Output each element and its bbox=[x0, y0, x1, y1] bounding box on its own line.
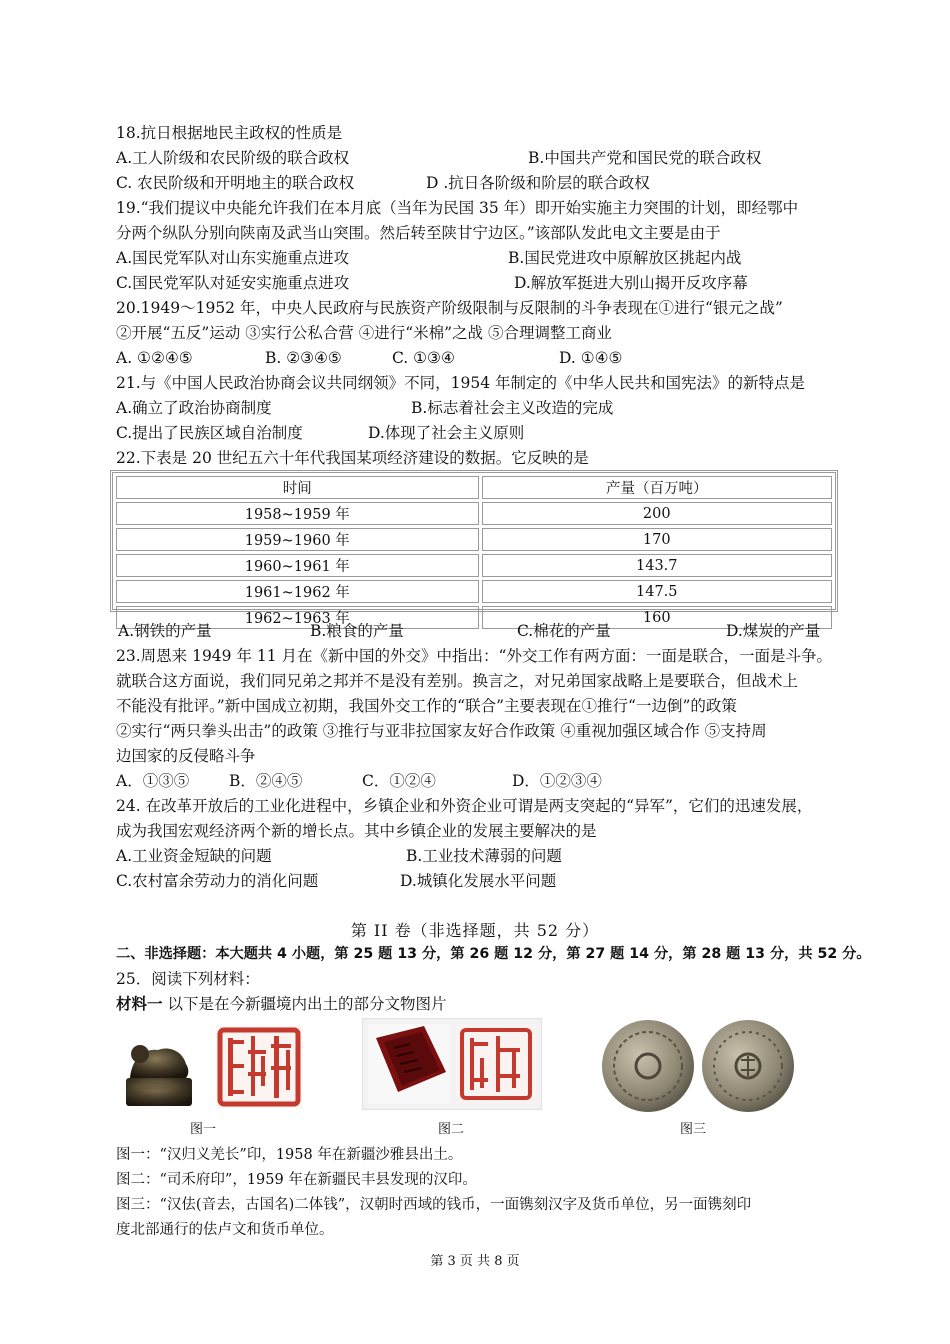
q20-option-d: D. ①④⑤ bbox=[559, 349, 623, 367]
q20-option-b: B. ②③④⑤ bbox=[265, 349, 342, 367]
q23-option-b: B．②④⑤ bbox=[229, 772, 303, 790]
q20-stem-line2: ②开展“五反”运动 ③实行公私合营 ④进行“米棉”之战 ⑤合理调整工商业 bbox=[116, 324, 612, 342]
figure-3-caption: 图三 bbox=[680, 1122, 707, 1137]
q22-option-c: C.棉花的产量 bbox=[517, 622, 611, 640]
figure-3-coins-image bbox=[598, 1016, 798, 1116]
q18-option-b: B.中国共产党和国民党的联合政权 bbox=[528, 149, 762, 167]
table-header-row bbox=[116, 476, 832, 499]
table-row bbox=[116, 502, 832, 525]
q24-line2: 成为我国宏观经济两个新的增长点。其中乡镇企业的发展主要解决的是 bbox=[116, 822, 597, 840]
section-title: 第 II 卷（非选择题，共 52 分） bbox=[350, 921, 600, 940]
figure-2-seal-image bbox=[362, 1018, 542, 1110]
q19-option-d: D.解放军挺进大别山揭开反攻序幕 bbox=[514, 274, 748, 292]
q21-option-b: B.标志着社会主义改造的完成 bbox=[411, 399, 614, 417]
q19-option-a: A.国民党军队对山东实施重点进攻 bbox=[116, 249, 350, 267]
figure-1-description: 图一：“汉归义羌长”印，1958 年在新疆沙雅县出土。 bbox=[116, 1147, 463, 1163]
table-row bbox=[116, 554, 832, 577]
q20-stem-line1: 20.1949～1952 年，中央人民政府与民族资产阶级限制与反限制的斗争表现在①进行“银元之战” bbox=[116, 299, 783, 317]
q21-option-d: D.体现了社会主义原则 bbox=[368, 424, 525, 442]
material-label: 材料一 bbox=[116, 995, 163, 1013]
q18-option-d: D .抗日各阶级和阶层的联合政权 bbox=[426, 174, 650, 192]
table-cell: 1961~1962 年 bbox=[116, 580, 479, 603]
q23-option-c: C．①②④ bbox=[362, 772, 436, 790]
section-instruction: 二、非选择题：本大题共 4 小题，第 25 题 13 分，第 26 题 12 分，第 27 题 14 分，第 28 题 13 分，共 52 分。 bbox=[116, 946, 871, 962]
q18-option-c: C. 农民阶级和开明地主的联合政权 bbox=[116, 174, 355, 192]
q22-option-d: D.煤炭的产量 bbox=[726, 622, 821, 640]
table-cell: 1962~1963 年 bbox=[116, 606, 479, 629]
table-cell: 200 bbox=[482, 502, 832, 525]
table-cell: 160 bbox=[482, 606, 832, 629]
q22-option-b: B.粮食的产量 bbox=[310, 622, 404, 640]
table-header-cell: 时间 bbox=[116, 476, 479, 499]
page-number-footer: 第 3 页 共 8 页 bbox=[430, 1254, 520, 1269]
q22-option-a: A.钢铁的产量 bbox=[118, 622, 212, 640]
q19-stem-line2: 分两个纵队分别向陕南及武当山突围。然后转至陕甘宁边区。”该部队发此电文主要是由于 bbox=[116, 224, 721, 242]
q23-option-a: A．①③⑤ bbox=[116, 772, 190, 790]
q23-line3: 不能没有批评。”新中国成立初期，我国外交工作的“联合”主要表现在①推行“一边倒”的政策 bbox=[116, 697, 737, 715]
q24-option-a: A.工业资金短缺的问题 bbox=[116, 847, 272, 865]
q23-option-d: D．①②③④ bbox=[512, 772, 602, 790]
material-heading bbox=[116, 992, 446, 1016]
table-header-cell: 产量（百万吨） bbox=[482, 476, 832, 499]
figure-1-caption: 图一 bbox=[190, 1122, 217, 1137]
table-cell: 170 bbox=[482, 528, 832, 551]
q24-option-b: B.工业技术薄弱的问题 bbox=[406, 847, 562, 865]
q20-option-c: C. ①③④ bbox=[392, 349, 455, 367]
table-row bbox=[116, 580, 832, 603]
table-row bbox=[116, 606, 832, 629]
q23-line1: 23.周恩来 1949 年 11 月在《新中国的外交》中指出：“外交工作有两方面：一面是联合，一面是斗争。 bbox=[116, 647, 832, 665]
q20-option-a: A. ①②④⑤ bbox=[116, 349, 193, 367]
figure-3-description-line1: 图三：“汉佉(音去，古国名)二体钱”，汉朝时西域的钱币，一面镌刻汉字及货币单位，另一面镌刻印 bbox=[116, 1197, 752, 1213]
q18-stem: 18.抗日根据地民主政权的性质是 bbox=[116, 124, 343, 142]
q21-option-a: A.确立了政治协商制度 bbox=[116, 399, 272, 417]
q25-stem: 25．阅读下列材料： bbox=[116, 970, 260, 988]
q19-option-c: C.国民党军队对延安实施重点进攻 bbox=[116, 274, 350, 292]
q19-option-b: B.国民党进攻中原解放区挑起内战 bbox=[508, 249, 742, 267]
figure-2-caption: 图二 bbox=[438, 1122, 465, 1137]
table-cell: 147.5 bbox=[482, 580, 832, 603]
material-text: 以下是在今新疆境内出土的部分文物图片 bbox=[162, 995, 447, 1013]
q21-stem: 21.与《中国人民政治协商会议共同纲领》不同，1954 年制定的《中华人民共和国宪法》的新特点是 bbox=[116, 374, 806, 392]
q24-line1: 24. 在改革开放后的工业化进程中，乡镇企业和外资企业可谓是两支突起的“异军”，它们的迅速发展， bbox=[116, 797, 813, 815]
q19-stem-line1: 19.“我们提议中央能允许我们在本月底（当年为民国 35 年）即开始实施主力突围的计划，即经鄂中 bbox=[116, 199, 799, 217]
q23-line4: ②实行“两只拳头出击”的政策 ③推行与亚非拉国家友好合作政策 ④重视加强区域合作 ⑤支持周 bbox=[116, 722, 767, 740]
q24-option-c: C.农村富余劳动力的消化问题 bbox=[116, 872, 319, 890]
table-cell: 143.7 bbox=[482, 554, 832, 577]
figure-3-description-line2: 度北部通行的佉卢文和货币单位。 bbox=[116, 1222, 334, 1238]
table-cell: 1960~1961 年 bbox=[116, 554, 479, 577]
q18-option-a: A.工人阶级和农民阶级的联合政权 bbox=[116, 149, 350, 167]
q24-option-d: D.城镇化发展水平问题 bbox=[400, 872, 557, 890]
table-cell: 1959~1960 年 bbox=[116, 528, 479, 551]
table-row bbox=[116, 528, 832, 551]
table-cell: 1958~1959 年 bbox=[116, 502, 479, 525]
q21-option-c: C.提出了民族区域自治制度 bbox=[116, 424, 303, 442]
figure-2-description: 图二：“司禾府印”，1959 年在新疆民丰县发现的汉印。 bbox=[116, 1172, 477, 1188]
q23-line2: 就联合这方面说，我们同兄弟之邦并不是没有差别。换言之，对兄弟国家战略上是要联合，但战术上 bbox=[116, 672, 799, 690]
q22-data-table bbox=[110, 470, 838, 627]
q22-stem: 22.下表是 20 世纪五六十年代我国某项经济建设的数据。它反映的是 bbox=[116, 449, 589, 467]
q23-line5: 边国家的反侵略斗争 bbox=[116, 747, 256, 765]
figure-1-seal-image bbox=[116, 1020, 316, 1112]
